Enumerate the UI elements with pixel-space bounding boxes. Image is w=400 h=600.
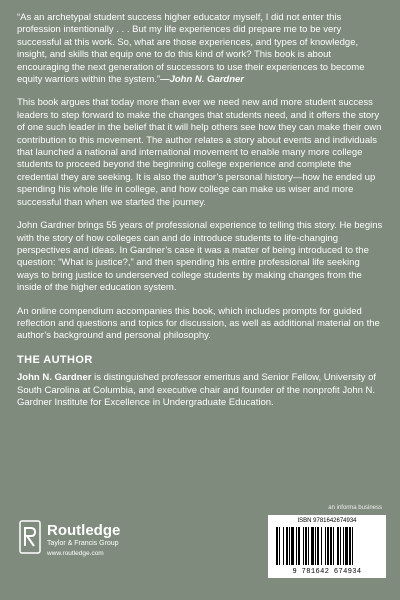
quote-text: “As an archetypal student success higher educator myself, I did not enter this profession intentionally . . . But my life experiences did prepare me to be very successful at this work. So, what are those experiences, and types of knowledge, insight, and skills that equip one to do this kind of work? This book is about encouraging the next generation of successors to use their experiences to become equity warriors within the system.” (17, 12, 365, 86)
barcode-box (268, 515, 386, 578)
informa-tagline: an informa business (328, 505, 382, 511)
author-name: John N. Gardner (17, 372, 92, 384)
barcode-bar (315, 527, 316, 565)
routledge-logo-icon (19, 520, 41, 554)
publisher-name: Routledge (47, 522, 121, 539)
barcode-bar (345, 527, 348, 565)
barcode-bar (283, 527, 284, 565)
barcode-bar (296, 527, 297, 565)
barcode-bar (333, 527, 334, 565)
author-heading: THE AUTHOR (17, 353, 93, 366)
barcode-bar (305, 527, 307, 565)
description-paragraph-1: This book argues that today more than ever we need new and more student success leaders to step forward to make the changes that students need, and it offers the story of one such leader in the belief that it will help others see how they can make their own contribution to this movement. The author relates a story about events and individuals that launched a national and international movement to enable many more college students to proceed beyond the beginning college experience and complete the credential they are seeking. It is also the author’s personal history—how he ended up spending his whole life in college, and how college can make us wiser and more successful than when we started the journey. (17, 97, 382, 208)
barcode-bar (321, 527, 322, 565)
publisher-subtitle: Taylor & Francis Group (47, 540, 119, 547)
back-cover-text (17, 12, 383, 420)
barcode-bar (303, 527, 304, 565)
barcode-bar (327, 527, 329, 565)
barcode-bar (308, 527, 309, 565)
barcode-bar (317, 527, 319, 565)
barcode-bar (330, 527, 332, 565)
barcode-bar (352, 527, 353, 565)
barcode-bar (289, 527, 290, 565)
barcode-bar (286, 527, 288, 565)
isbn-label: ISBN 9781642674934 (297, 518, 357, 524)
publisher-url[interactable]: www.routledge.com (47, 550, 104, 557)
barcode-bar (343, 527, 344, 565)
barcode-digits: 9 781642 674934 (292, 568, 362, 576)
barcode-bar (325, 527, 326, 565)
quote-paragraph (17, 12, 383, 86)
author-bio (17, 372, 383, 409)
publisher-block (19, 520, 199, 570)
barcode-bar (340, 527, 341, 565)
barcode-bar (298, 527, 300, 565)
barcode-bar (291, 527, 294, 565)
barcode-bar (311, 527, 314, 565)
barcode-bar (276, 527, 278, 565)
barcode-bar (349, 527, 351, 565)
barcode-bar (337, 527, 339, 565)
barcode-icon (274, 527, 380, 565)
barcode-bar (279, 527, 280, 565)
description-paragraph-2: John Gardner brings 55 years of professional experience to telling this story. He begins with the story of how colleges can and do introduce students to life-changing perspectives and ideas. In Gardner’s case it was a matter of being introduced to the question: “What is justice?,” and then spending his entire professional life seeking ways to bring justice to underserved college students by making changes from the inside of the higher education system. (17, 220, 383, 294)
quote-attribution: —John N. Gardner (160, 74, 245, 86)
author-bio-text: is distinguished professor emeritus and Senior Fellow, University of South Carolina at Columbia, and executive chair and founder of the nonprofit John N. Gardner Institute for Excellence in Undergraduate Education. (17, 372, 377, 408)
description-paragraph-3: An online compendium accompanies this book, which includes prompts for guided reflection and questions and topics for discussion, as well as additional material on the author’s background and personal philosophy. (17, 305, 380, 342)
